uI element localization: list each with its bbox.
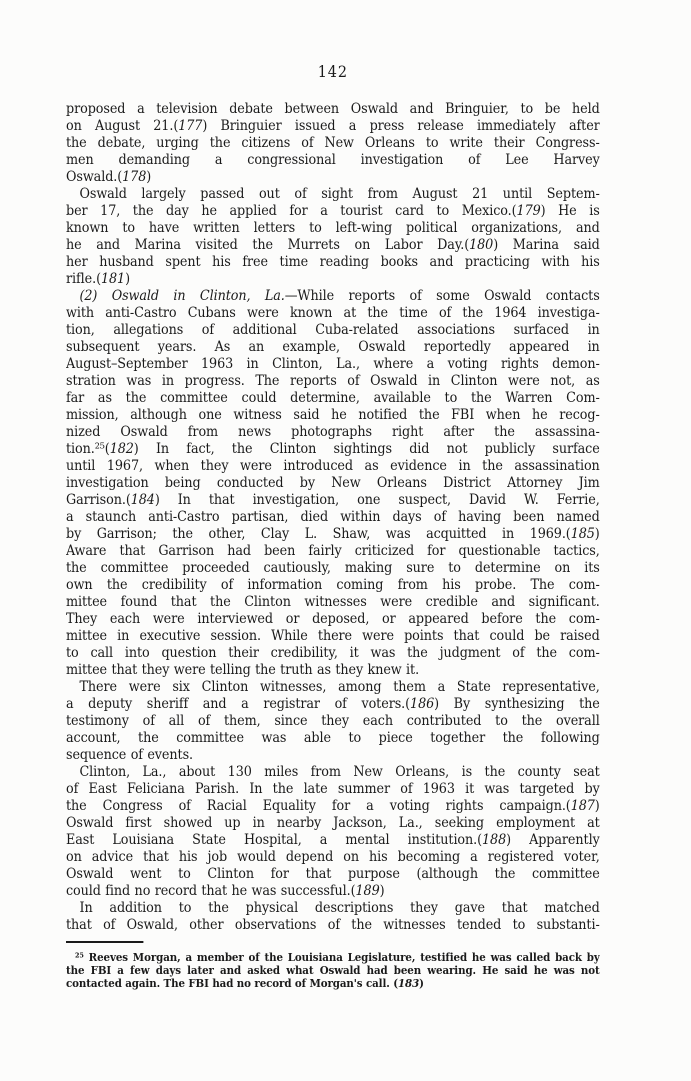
page-number: 142 — [317, 62, 348, 81]
footnote-divider — [66, 941, 143, 943]
text-line: proposed a television debate between Oswald and Bringuier, to be held — [66, 101, 600, 117]
text-line: by Garrison; the other, Clay L. Shaw, was acquitted in 1969.(185) — [66, 526, 600, 542]
text-line: ²⁵ Reeves Morgan, a member of the Louisiana Legislature, testified he was called back by — [75, 951, 600, 964]
text-line: men demanding a congressional investigation of Lee Harvey — [66, 152, 600, 168]
text-line: tion.²⁵(182) In fact, the Clinton sightings did not publicly surface — [66, 441, 600, 457]
text-line: Oswald first showed up in nearby Jackson, La., seeking employment at — [66, 815, 600, 831]
text-line: the Congress of Racial Equality for a voting rights campaign.(187) — [66, 798, 600, 814]
text-line: mittee in executive session. While there were points that could be raised — [66, 628, 600, 644]
text-line: mittee that they were telling the truth as they knew it. — [66, 662, 420, 678]
text-line: tion, allegations of additional Cuba-related associations surfaced in — [66, 322, 600, 338]
text-line: the committee proceeded cautiously, making sure to determine on its — [66, 560, 600, 576]
text-line: Oswald largely passed out of sight from August 21 until Septem- — [79, 186, 600, 202]
text-line: In addition to the physical descriptions they gave that matched — [79, 900, 600, 916]
text-line: known to have written letters to left-wing political organizations, and — [66, 220, 600, 236]
text-line: the FBI a few days later and asked what Oswald had been wearing. He said he was not — [66, 964, 600, 977]
text-line: Oswald went to Clinton for that purpose (although the committee — [66, 866, 600, 882]
text-line: They each were interviewed or deposed, or appeared before the com- — [66, 611, 600, 627]
text-line: of East Feliciana Parish. In the late summer of 1963 it was targeted by — [66, 781, 600, 797]
text-line: mission, although one witness said he notified the FBI when he recog- — [66, 407, 600, 423]
paragraph — [66, 101, 600, 186]
text-line: Oswald.(178) — [66, 169, 152, 185]
text-line: until 1967, when they were introduced as evidence in the assassination — [66, 458, 600, 474]
text-line: (2) Oswald in Clinton, La.—While reports of some Oswald contacts — [79, 288, 600, 304]
text-line: account, the committee was able to piece together the following — [66, 730, 600, 746]
text-line: testimony of all of them, since they each contributed to the overall — [66, 713, 600, 729]
text-line: own the credibility of information coming from his probe. The com- — [66, 577, 600, 593]
text-line: mittee found that the Clinton witnesses were credible and significant. — [66, 594, 600, 610]
text-line: Garrison.(184) In that investigation, one suspect, David W. Ferrie, — [66, 492, 600, 508]
paragraph — [66, 679, 600, 764]
text-line: with anti-Castro Cubans were known at the time of the 1964 investiga- — [66, 305, 600, 321]
text-line: contacted again. The FBI had no record of Morgan's call. (183) — [66, 977, 424, 990]
text-line: on August 21.(177) Bringuier issued a press release immediately after — [66, 118, 600, 134]
text-line: August–September 1963 in Clinton, La., where a voting rights demon- — [66, 356, 600, 372]
text-line: ber 17, the day he applied for a tourist card to Mexico.(179) He is — [66, 203, 600, 219]
text-line: he and Marina visited the Murrets on Labor Day.(180) Marina said — [66, 237, 600, 253]
paragraph — [66, 900, 600, 934]
text-line: the debate, urging the citizens of New Orleans to write their Congress- — [66, 135, 600, 151]
footnote-paragraph — [66, 951, 600, 990]
text-line: a deputy sheriff and a registrar of voters.(186) By synthesizing the — [66, 696, 600, 712]
body-text — [66, 101, 600, 934]
text-line: to call into question their credibility, it was the judgment of the com- — [66, 645, 600, 661]
text-line: investigation being conducted by New Orleans District Attorney Jim — [66, 475, 600, 491]
text-line: that of Oswald, other observations of the witnesses tended to substanti- — [66, 917, 600, 933]
paragraph — [66, 764, 600, 900]
paragraph — [66, 288, 600, 679]
text-line: East Louisiana State Hospital, a mental institution.(188) Apparently — [66, 832, 600, 848]
text-line: far as the committee could determine, available to the Warren Com- — [66, 390, 600, 406]
text-line: could find no record that he was successful.(189) — [66, 883, 385, 899]
footnote-text — [66, 951, 600, 990]
page-content — [66, 62, 600, 990]
text-line: a staunch anti-Castro partisan, died within days of having been named — [66, 509, 600, 525]
text-line: sequence of events. — [66, 747, 194, 763]
text-line: rifle.(181) — [66, 271, 130, 287]
text-line: stration was in progress. The reports of Oswald in Clinton were not, as — [66, 373, 600, 389]
text-line: There were six Clinton witnesses, among them a State representative, — [79, 679, 600, 695]
text-line: her husband spent his free time reading books and practicing with his — [66, 254, 600, 270]
paragraph — [66, 186, 600, 288]
text-line: nized Oswald from news photographs right after the assassina- — [66, 424, 600, 440]
text-line: subsequent years. As an example, Oswald reportedly appeared in — [66, 339, 600, 355]
text-line: on advice that his job would depend on his becoming a registered voter, — [66, 849, 600, 865]
text-line: Aware that Garrison had been fairly criticized for questionable tactics, — [66, 543, 600, 559]
text-line: Clinton, La., about 130 miles from New Orleans, is the county seat — [79, 764, 600, 780]
